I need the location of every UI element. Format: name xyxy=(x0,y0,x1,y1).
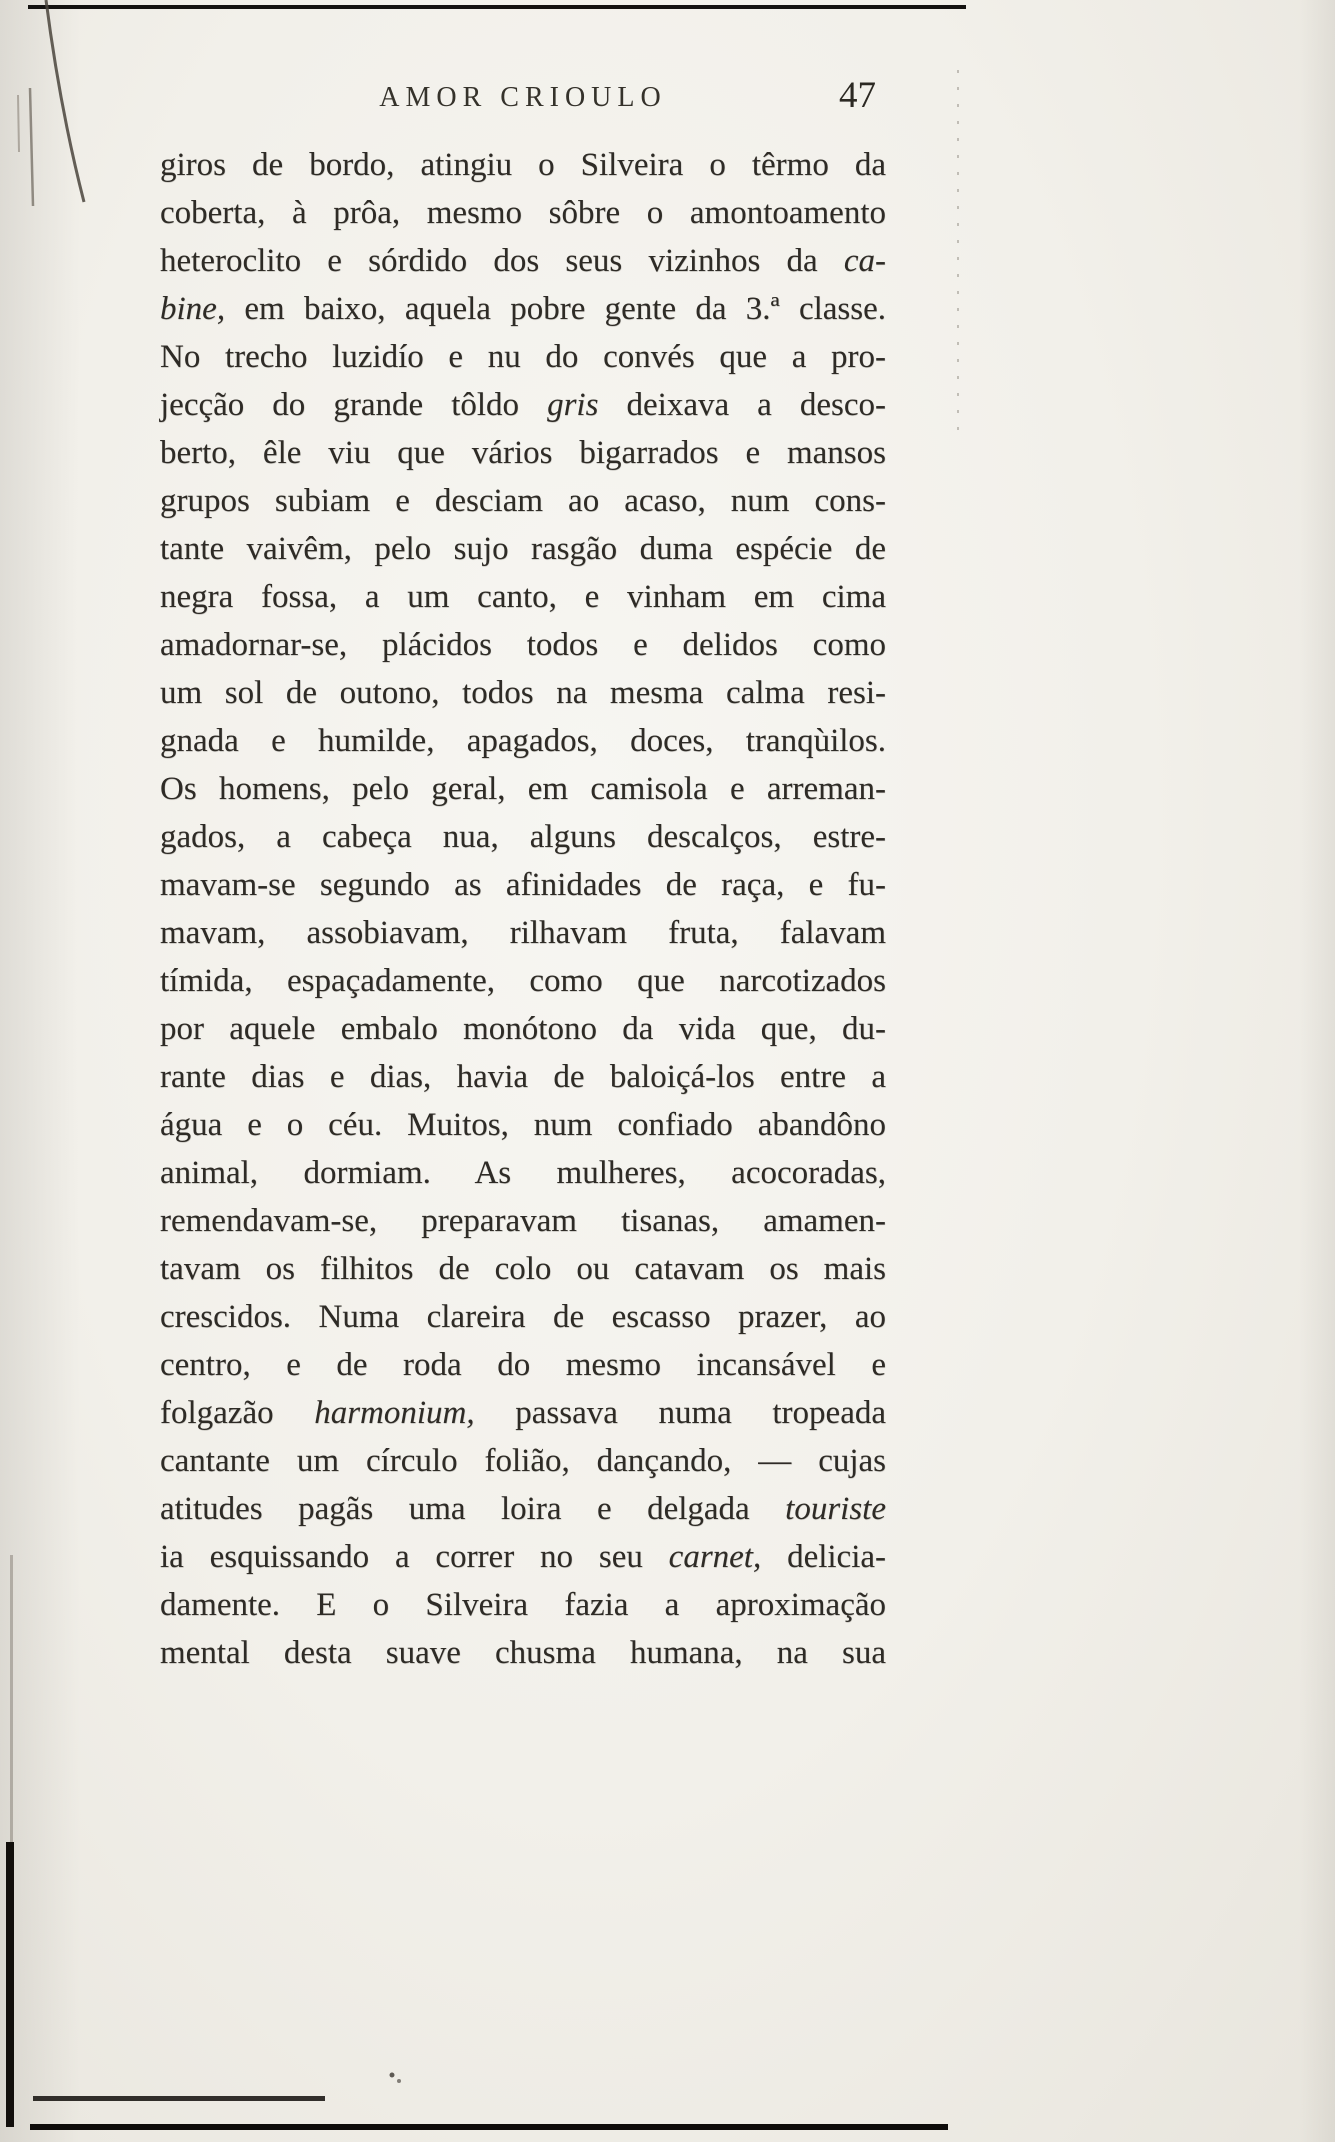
text-segment: ia esquissando a correr no seu xyxy=(160,1539,669,1575)
body-text xyxy=(160,141,886,1677)
text-line xyxy=(160,381,886,429)
text-segment: mavam-se segundo as afinidades de raça, e fu- xyxy=(160,867,886,903)
text-line xyxy=(160,621,886,669)
text-line xyxy=(160,1437,886,1485)
text-line xyxy=(160,669,886,717)
text-segment: tímida, espaçadamente, como que narcotizados xyxy=(160,963,886,999)
speck xyxy=(397,2079,401,2083)
text-segment: animal, dormiam. As mulheres, acocoradas, xyxy=(160,1155,886,1191)
bottom-edge-line xyxy=(30,2124,948,2130)
text-line xyxy=(160,813,886,861)
text-segment: mental desta suave chusma humana, na sua xyxy=(160,1635,886,1671)
text-segment: em baixo, aquela pobre gente da 3.ª classe. xyxy=(225,291,886,327)
text-segment: jecção do grande tôldo xyxy=(160,387,548,423)
text-line xyxy=(160,1389,886,1437)
top-edge-line xyxy=(28,5,966,9)
page-number: 47 xyxy=(839,75,876,116)
running-title: AMOR CRIOULO xyxy=(379,82,667,113)
text-line xyxy=(160,1005,886,1053)
text-segment: heteroclito e sórdido dos seus vizinhos da xyxy=(160,243,844,279)
text-segment: mavam, assobiavam, rilhavam fruta, falavam xyxy=(160,915,886,951)
text-segment: crescidos. Numa clareira de escasso prazer, ao xyxy=(160,1299,886,1335)
italic-text-segment: ca- xyxy=(843,243,886,279)
text-segment: tante vaivêm, pelo sujo rasgão duma espécie de xyxy=(160,531,886,567)
text-segment: gados, a cabeça nua, alguns descalços, estre- xyxy=(160,819,886,855)
text-segment: giros de bordo, atingiu o Silveira o têrmo da xyxy=(160,147,886,183)
text-line xyxy=(160,1581,886,1629)
text-line xyxy=(160,189,886,237)
text-line xyxy=(160,1245,886,1293)
text-segment: gnada e humilde, apagados, doces, tranqùilos. xyxy=(160,723,886,759)
text-segment: por aquele embalo monótono da vida que, du- xyxy=(160,1011,886,1047)
italic-text-segment: harmonium, xyxy=(314,1395,475,1431)
text-line xyxy=(160,141,886,189)
text-line xyxy=(160,717,886,765)
text-line xyxy=(160,285,886,333)
text-segment: berto, êle viu que vários bigarrados e mansos xyxy=(160,435,886,471)
text-segment: cantante um círculo folião, dançando, — cujas xyxy=(160,1443,886,1479)
text-line xyxy=(160,1341,886,1389)
text-segment: No trecho luzidío e nu do convés que a pro- xyxy=(160,339,886,375)
page-header xyxy=(160,74,886,128)
text-segment: coberta, à prôa, mesmo sôbre o amontoamento xyxy=(160,195,886,231)
text-line xyxy=(160,1197,886,1245)
text-line xyxy=(160,1485,886,1533)
text-segment: amadornar-se, plácidos todos e delidos como xyxy=(160,627,886,663)
text-line xyxy=(160,333,886,381)
text-segment: água e o céu. Muitos, num confiado abandôno xyxy=(160,1107,886,1143)
text-segment: tavam os filhitos de colo ou catavam os mais xyxy=(160,1251,886,1287)
italic-text-segment: touriste xyxy=(785,1491,886,1527)
text-line xyxy=(160,525,886,573)
text-segment: delicia- xyxy=(761,1539,886,1575)
text-segment: remendavam-se, preparavam tisanas, amamen- xyxy=(160,1203,886,1239)
text-line xyxy=(160,573,886,621)
text-segment: damente. E o Silveira fazia a aproximação xyxy=(160,1587,886,1623)
text-line xyxy=(160,1053,886,1101)
gutter-shadow xyxy=(0,0,80,2142)
italic-text-segment: carnet, xyxy=(668,1539,762,1575)
text-segment: rante dias e dias, havia de baloiçá-los entre a xyxy=(160,1059,886,1095)
text-line xyxy=(160,765,886,813)
text-line xyxy=(160,1101,886,1149)
text-segment: atitudes pagãs uma loira e delgada xyxy=(160,1491,786,1527)
text-line xyxy=(160,1149,886,1197)
text-segment: Os homens, pelo geral, em camisola e arreman- xyxy=(160,771,886,807)
right-edge-shadow xyxy=(1299,0,1335,2142)
text-line xyxy=(160,237,886,285)
text-segment: folgazão xyxy=(160,1395,315,1431)
text-line xyxy=(160,1533,886,1581)
italic-text-segment: bine, xyxy=(160,291,226,327)
text-line xyxy=(160,1629,886,1677)
text-segment: centro, e de roda do mesmo incansável e xyxy=(160,1347,886,1383)
text-segment: passava numa tropeada xyxy=(474,1395,886,1431)
text-segment: negra fossa, a um canto, e vinham em cima xyxy=(160,579,886,615)
text-line xyxy=(160,477,886,525)
text-line xyxy=(160,1293,886,1341)
text-line xyxy=(160,861,886,909)
italic-text-segment: gris xyxy=(547,387,599,423)
text-line xyxy=(160,429,886,477)
text-segment: um sol de outono, todos na mesma calma resi- xyxy=(160,675,886,711)
speck xyxy=(390,2073,395,2078)
text-line xyxy=(160,957,886,1005)
text-line xyxy=(160,909,886,957)
text-segment: deixava a desco- xyxy=(598,387,886,423)
text-segment: grupos subiam e desciam ao acaso, num cons- xyxy=(160,483,886,519)
